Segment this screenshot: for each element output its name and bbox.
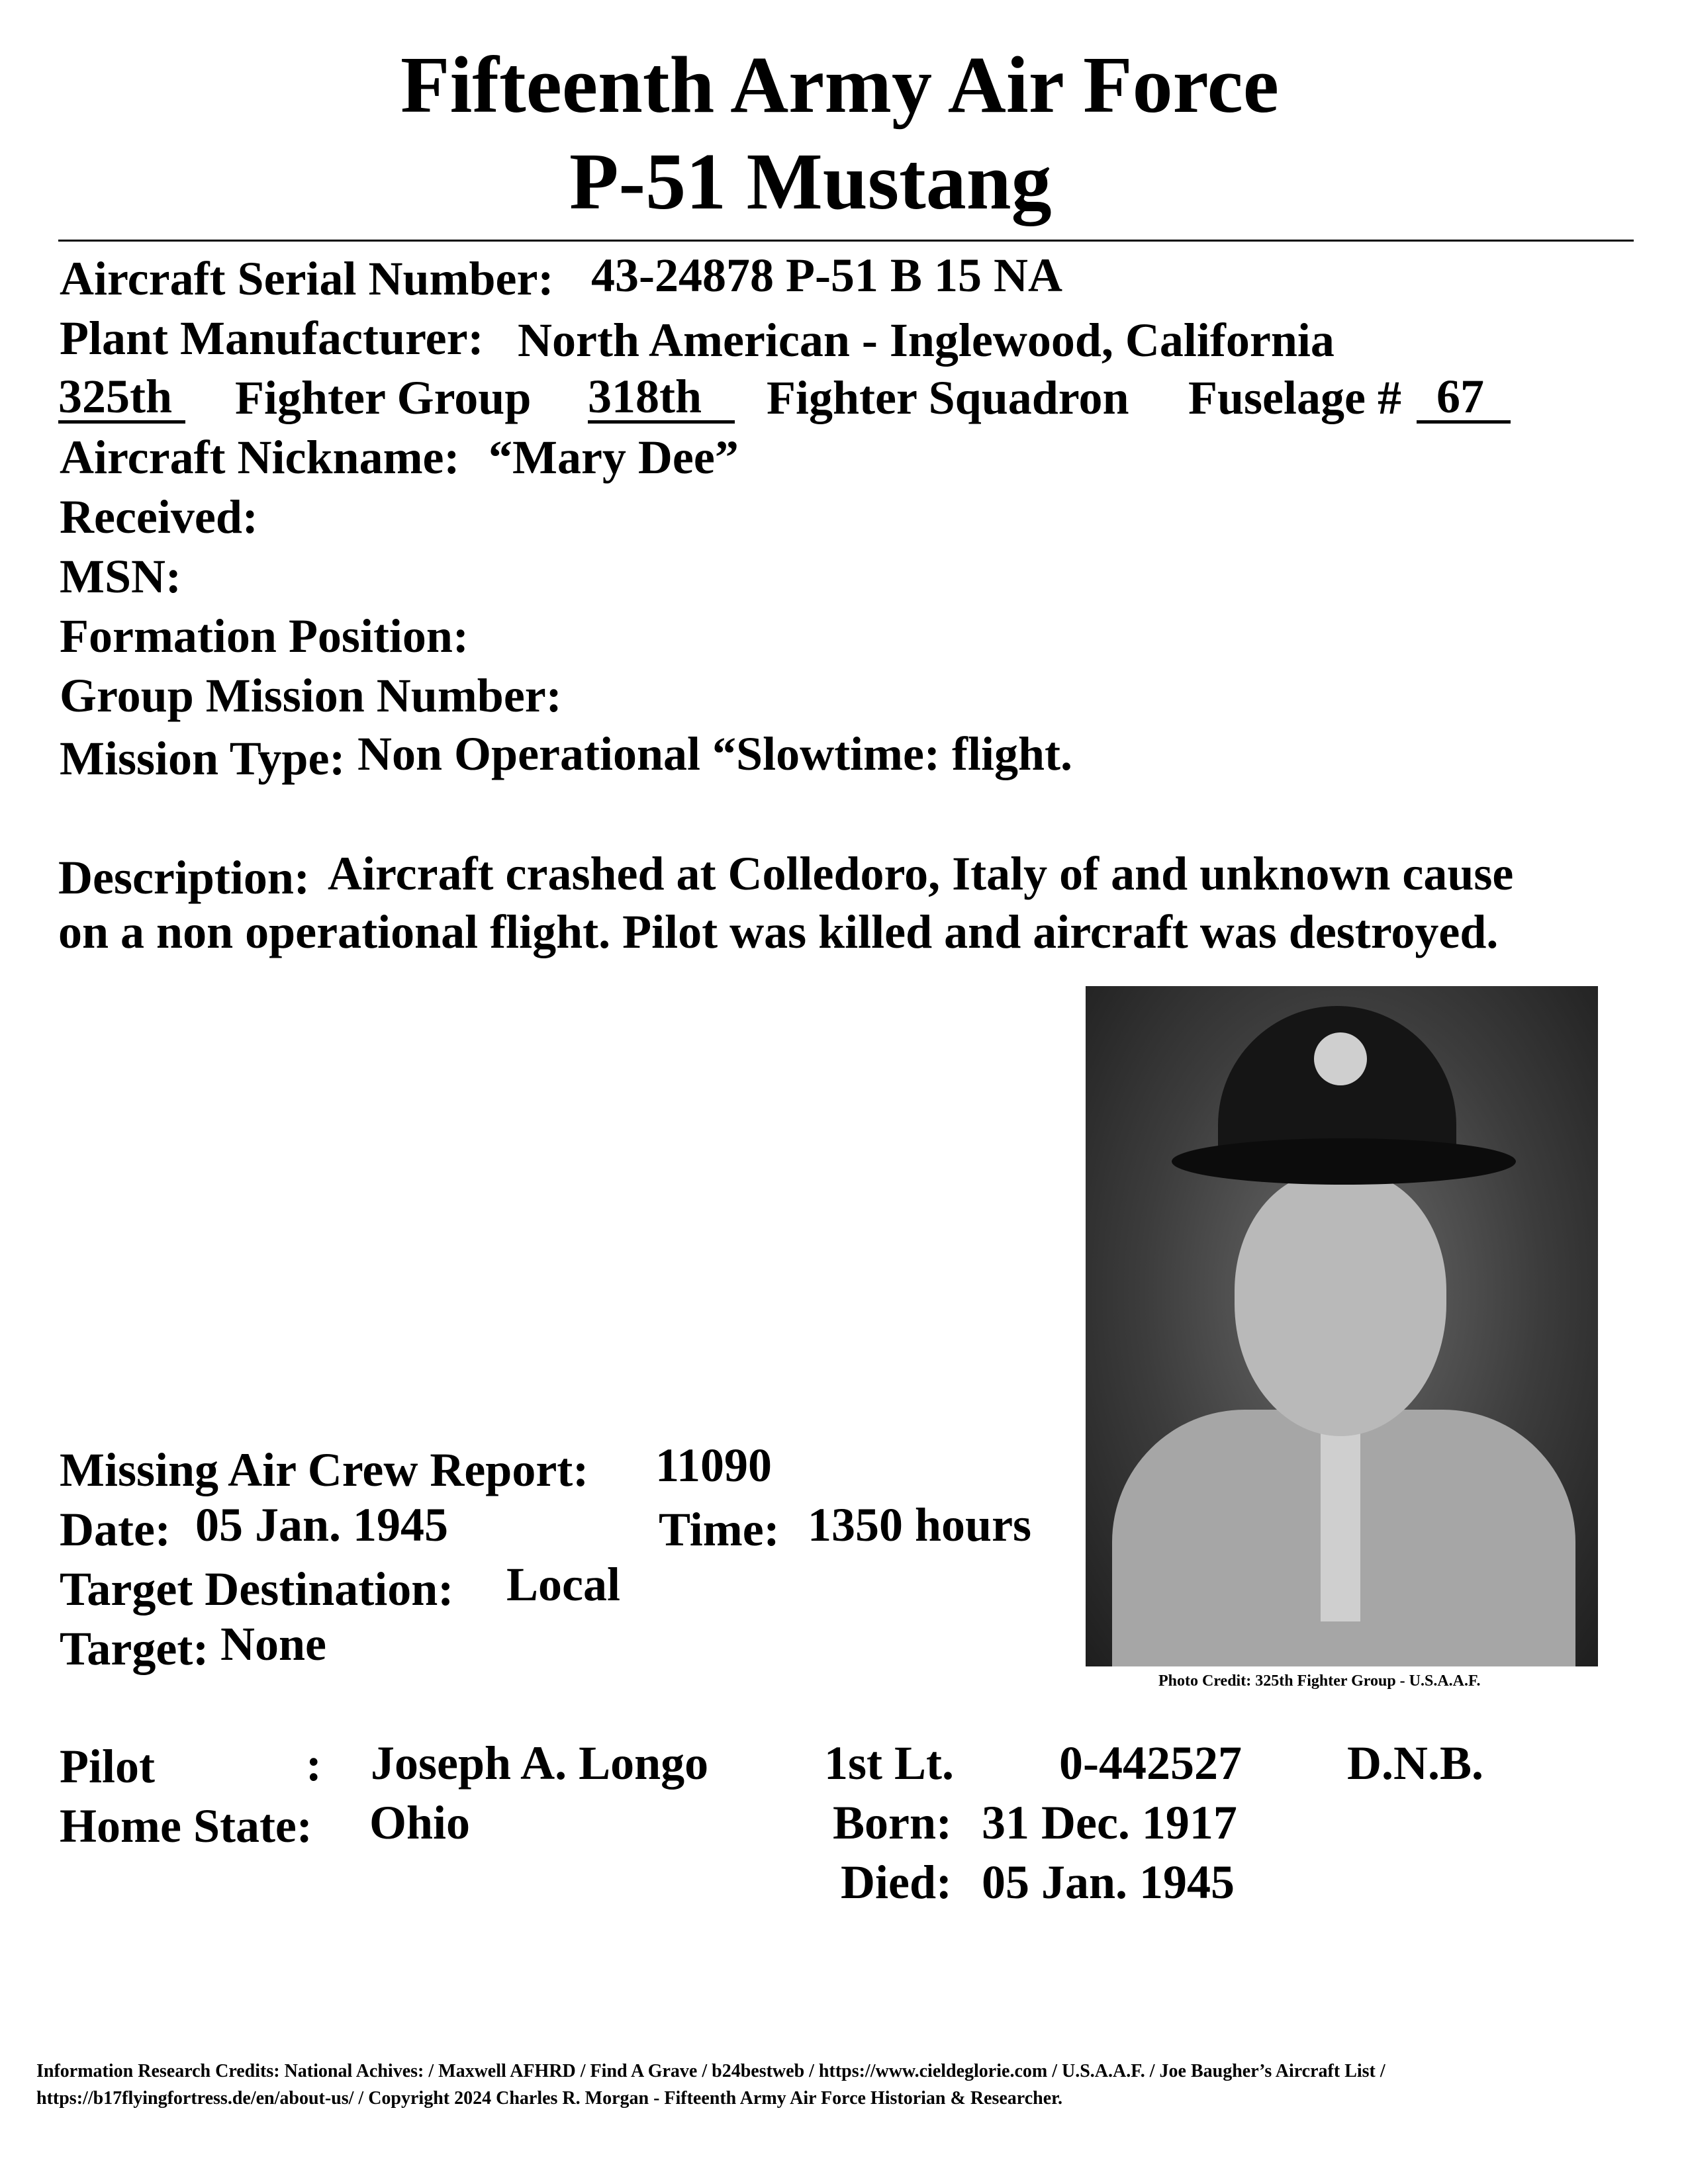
home-state-label: Home State: [60, 1799, 312, 1852]
header-divider [58, 240, 1634, 242]
description-label: Description: [58, 851, 310, 904]
pilot-name: Joseph A. Longo [371, 1737, 709, 1790]
date-label: Date: [60, 1503, 171, 1556]
photo-cap-brim [1172, 1138, 1516, 1185]
photo-face [1235, 1171, 1446, 1436]
photo-caption: Photo Credit: 325th Fighter Group - U.S.A.A.F. [1158, 1672, 1481, 1690]
born-value: 31 Dec. 1917 [982, 1796, 1237, 1849]
description-line-2: on a non operational flight. Pilot was killed and aircraft was destroyed. [58, 905, 1499, 958]
mission-type-value: Non Operational “Slowtime: flight. [357, 727, 1072, 780]
time-label: Time: [659, 1503, 780, 1556]
destination-label: Target Destination: [60, 1563, 454, 1615]
squadron-label: Fighter Squadron [767, 371, 1129, 424]
target-label: Target: [60, 1622, 209, 1675]
nickname-value: “Mary Dee” [489, 431, 739, 484]
page-title: Fifteenth Army Air Force [400, 40, 1279, 130]
description-line-1: Aircraft crashed at Colledoro, Italy of and unknown cause [328, 847, 1514, 900]
manufacturer-value: North American - Inglewood, California [518, 314, 1335, 367]
group-value: 325th [58, 373, 185, 424]
group-mission-label: Group Mission Number: [60, 669, 562, 722]
born-label: Born: [833, 1796, 952, 1849]
research-credits: Information Research Credits: National Achives: / Maxwell AFHRD / Find A Grave / b24bestweb / https://www.cieldeglorie.com / U.S.A.A.F. / Joe Baugher’s Aircraft List / https://b17flyingfortress.de/en/about-us/ / Copyright 2024 Charles R. Morgan - Fifteenth Army Air Force Historian & Researcher. [36, 2061, 1385, 2109]
died-value: 05 Jan. 1945 [982, 1856, 1235, 1909]
formation-label: Formation Position: [60, 610, 469, 662]
pilot-label: Pilot [60, 1740, 155, 1793]
time-value: 1350 hours [808, 1498, 1032, 1551]
manufacturer-label: Plant Manufacturer: [60, 312, 484, 365]
pilot-rank: 1st Lt. [824, 1737, 954, 1790]
msn-label: MSN: [60, 550, 181, 603]
nickname-label: Aircraft Nickname: [60, 431, 460, 484]
target-value: None [220, 1617, 326, 1670]
group-label: Fighter Group [235, 371, 532, 424]
mission-type-label: Mission Type: [60, 732, 346, 785]
pilot-serial: 0-442527 [1059, 1737, 1242, 1790]
received-label: Received: [60, 490, 258, 543]
photo-tie [1321, 1423, 1360, 1621]
destination-value: Local [506, 1558, 620, 1611]
pilot-status: D.N.B. [1347, 1737, 1484, 1790]
serial-label: Aircraft Serial Number: [60, 252, 554, 305]
pilot-photo [1086, 986, 1598, 1666]
home-state-value: Ohio [369, 1796, 471, 1849]
fuselage-value: 67 [1417, 373, 1511, 424]
died-label: Died: [841, 1856, 952, 1909]
macr-label: Missing Air Crew Report: [60, 1443, 589, 1496]
macr-value: 11090 [655, 1439, 773, 1492]
date-value: 05 Jan. 1945 [195, 1498, 449, 1551]
page-subtitle: P-51 Mustang [569, 137, 1052, 226]
photo-cap-badge [1314, 1032, 1367, 1085]
fuselage-label: Fuselage # [1188, 371, 1401, 424]
serial-value: 43-24878 P-51 B 15 NA [591, 249, 1062, 302]
squadron-value: 318th [588, 373, 735, 424]
pilot-colon: : [306, 1738, 322, 1791]
